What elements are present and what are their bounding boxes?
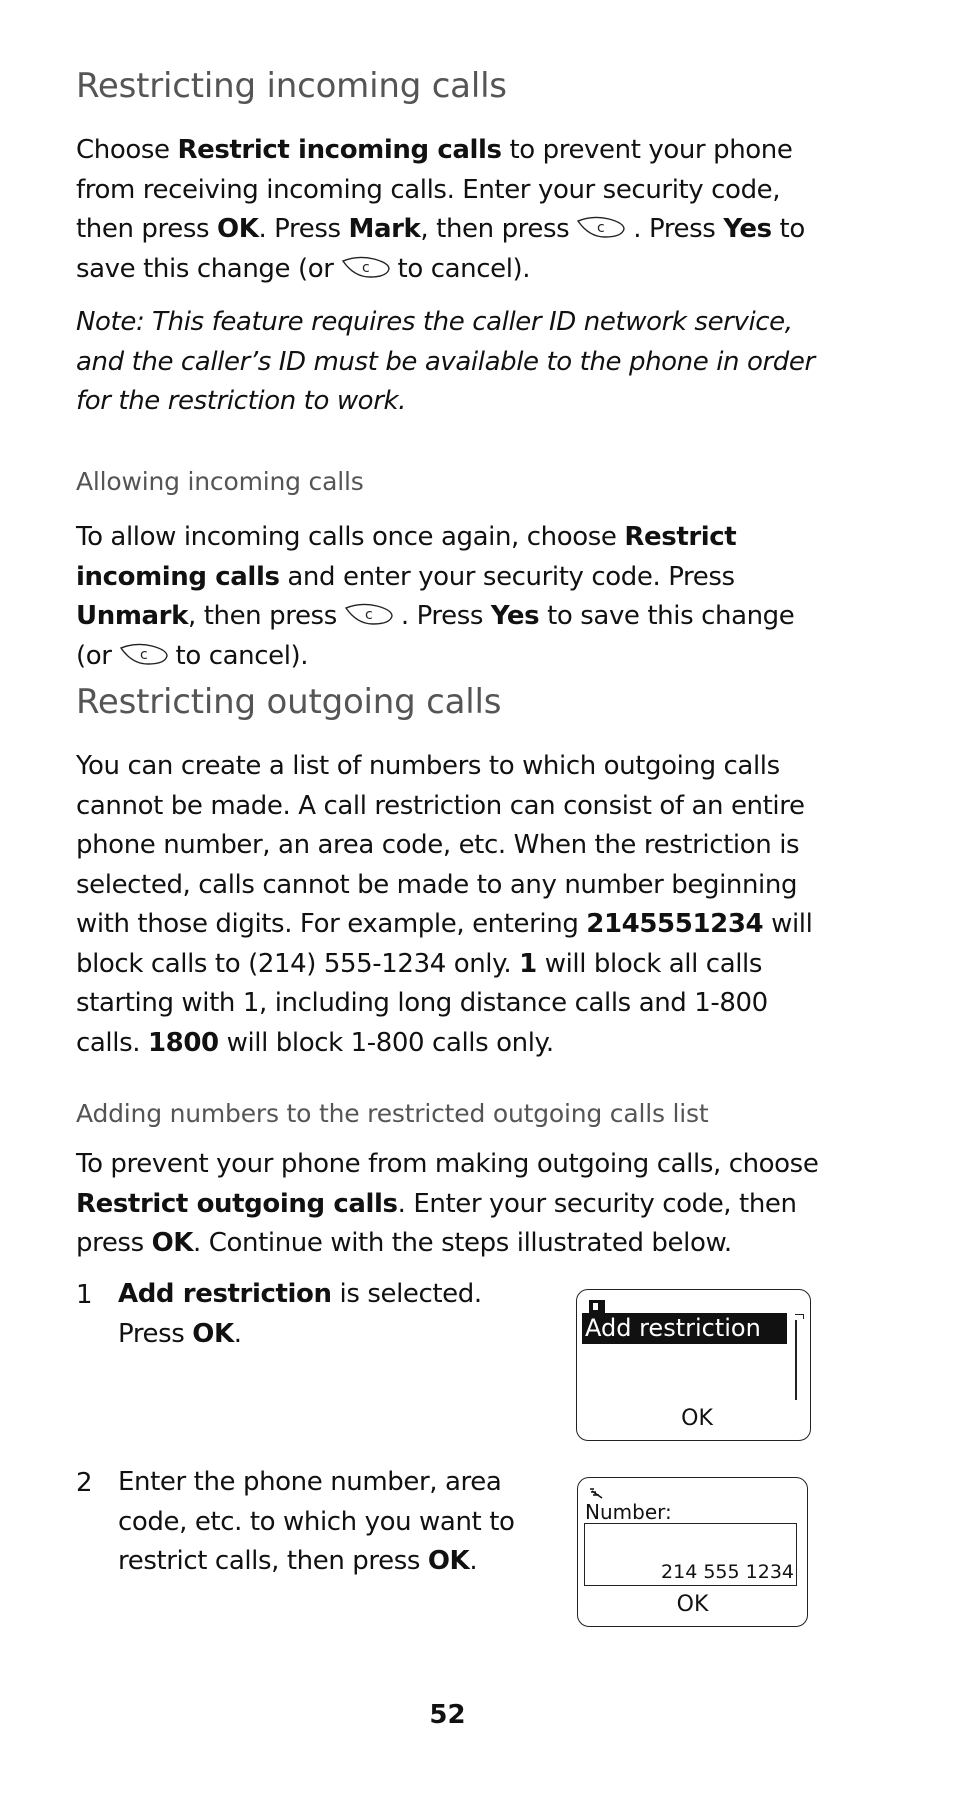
phone-screen-number-entry (577, 1477, 808, 1627)
paragraph-allowing-incoming (76, 518, 836, 676)
bold-text: 1800 (147, 1027, 219, 1058)
heading-restricting-incoming-calls: Restricting incoming calls (76, 66, 507, 106)
bold-text: 1 (519, 948, 537, 979)
heading-adding-numbers: Adding numbers to the restricted outgoing calls list (76, 1099, 709, 1128)
text: is selected. (331, 1279, 482, 1309)
bold-text: OK (217, 214, 259, 244)
number-value: 214 555 1234 (661, 1561, 794, 1583)
svg-text:c: c (597, 220, 605, 236)
c-key-icon (340, 255, 392, 279)
c-key-icon (118, 642, 170, 666)
text: to cancel). (175, 640, 309, 671)
paragraph-adding-numbers (76, 1145, 836, 1264)
text: Choose (76, 135, 178, 165)
bold-text: Unmark (76, 601, 188, 631)
bold-text: Restrict incoming calls (177, 135, 502, 165)
paragraph-restrict-incoming (76, 131, 836, 289)
step-1-number: 1 (76, 1280, 93, 1310)
text: . Enter your security code, then press (76, 1188, 797, 1258)
svg-text:c: c (139, 646, 147, 663)
text: to save this change (or (76, 214, 805, 284)
c-key-icon (575, 215, 627, 239)
text: . Press (258, 214, 349, 244)
signal-icon (589, 1300, 605, 1313)
c-key-icon (343, 602, 395, 626)
text: . Continue with the steps illustrated below. (193, 1228, 732, 1258)
bold-text: 2145551234 (586, 909, 764, 939)
number-input[interactable] (584, 1523, 797, 1586)
svg-text:c: c (364, 607, 373, 623)
text: Press (118, 1318, 193, 1349)
text: to cancel). (397, 253, 531, 284)
heading-restricting-outgoing-calls: Restricting outgoing calls (76, 682, 502, 722)
text: , then press (187, 601, 337, 631)
text: , then press (420, 214, 570, 244)
text: to save this change (or (76, 601, 795, 671)
step-2-number: 2 (76, 1468, 93, 1498)
text: Enter the phone number, area code, etc. to which you want to restrict calls, then press (118, 1467, 515, 1576)
step-1-text (118, 1275, 538, 1354)
text: . (469, 1546, 478, 1576)
bold-text: Mark (348, 214, 421, 244)
bold-text: Add restriction (118, 1279, 332, 1309)
bold-text: Restrict incoming calls (76, 522, 737, 592)
text: will block all calls starting with 1, including long distance calls and 1-800 calls. (76, 948, 768, 1058)
scroll-bar (795, 1320, 797, 1400)
text: will block 1-800 calls only. (218, 1027, 554, 1058)
menu-item-add-restriction[interactable]: Add restriction (582, 1313, 787, 1344)
text: and enter your security code. Press (279, 561, 735, 592)
text: to prevent your phone from receiving incoming calls. Enter your security code, then press (76, 135, 793, 244)
svg-text:c: c (361, 259, 369, 276)
bold-text: OK (192, 1318, 234, 1349)
bold-text: OK (427, 1546, 470, 1576)
text: To prevent your phone from making outgoing calls, choose (76, 1149, 819, 1179)
note-caller-id: Note: This feature requires the caller ID network service, and the caller’s ID must be available to the phone in order for the restriction to work. (76, 307, 815, 416)
page-number: 52 (429, 1700, 466, 1730)
phone-screen-add-restriction (576, 1289, 811, 1441)
bold-text: OK (151, 1228, 194, 1258)
bold-text: Yes (490, 601, 540, 631)
softkey-ok[interactable]: OK (676, 1592, 709, 1617)
text: You can create a list of numbers to which outgoing calls cannot be made. A call restriction can consist of an entire phone number, an area code, etc. When the restriction is selected, calls cannot be made to any number beginning with those digits. For example, entering (76, 751, 805, 939)
heading-allowing-incoming-calls: Allowing incoming calls (76, 467, 364, 496)
text: . Press (633, 214, 724, 244)
text: To allow incoming calls once again, choose (76, 522, 625, 552)
softkey-ok[interactable]: OK (681, 1406, 713, 1431)
text: . Press (400, 601, 491, 631)
bold-text: Yes (723, 214, 772, 244)
number-label: Number: (585, 1500, 672, 1524)
paragraph-outgoing-explanation (76, 747, 836, 1063)
pen-icon (588, 1486, 606, 1500)
text: will block calls to (214) 555-1234 only. (76, 909, 813, 979)
step-2-text (118, 1463, 570, 1582)
text: . (233, 1318, 242, 1349)
bold-text: Restrict outgoing calls (76, 1188, 398, 1219)
scroll-bar (795, 1314, 804, 1319)
